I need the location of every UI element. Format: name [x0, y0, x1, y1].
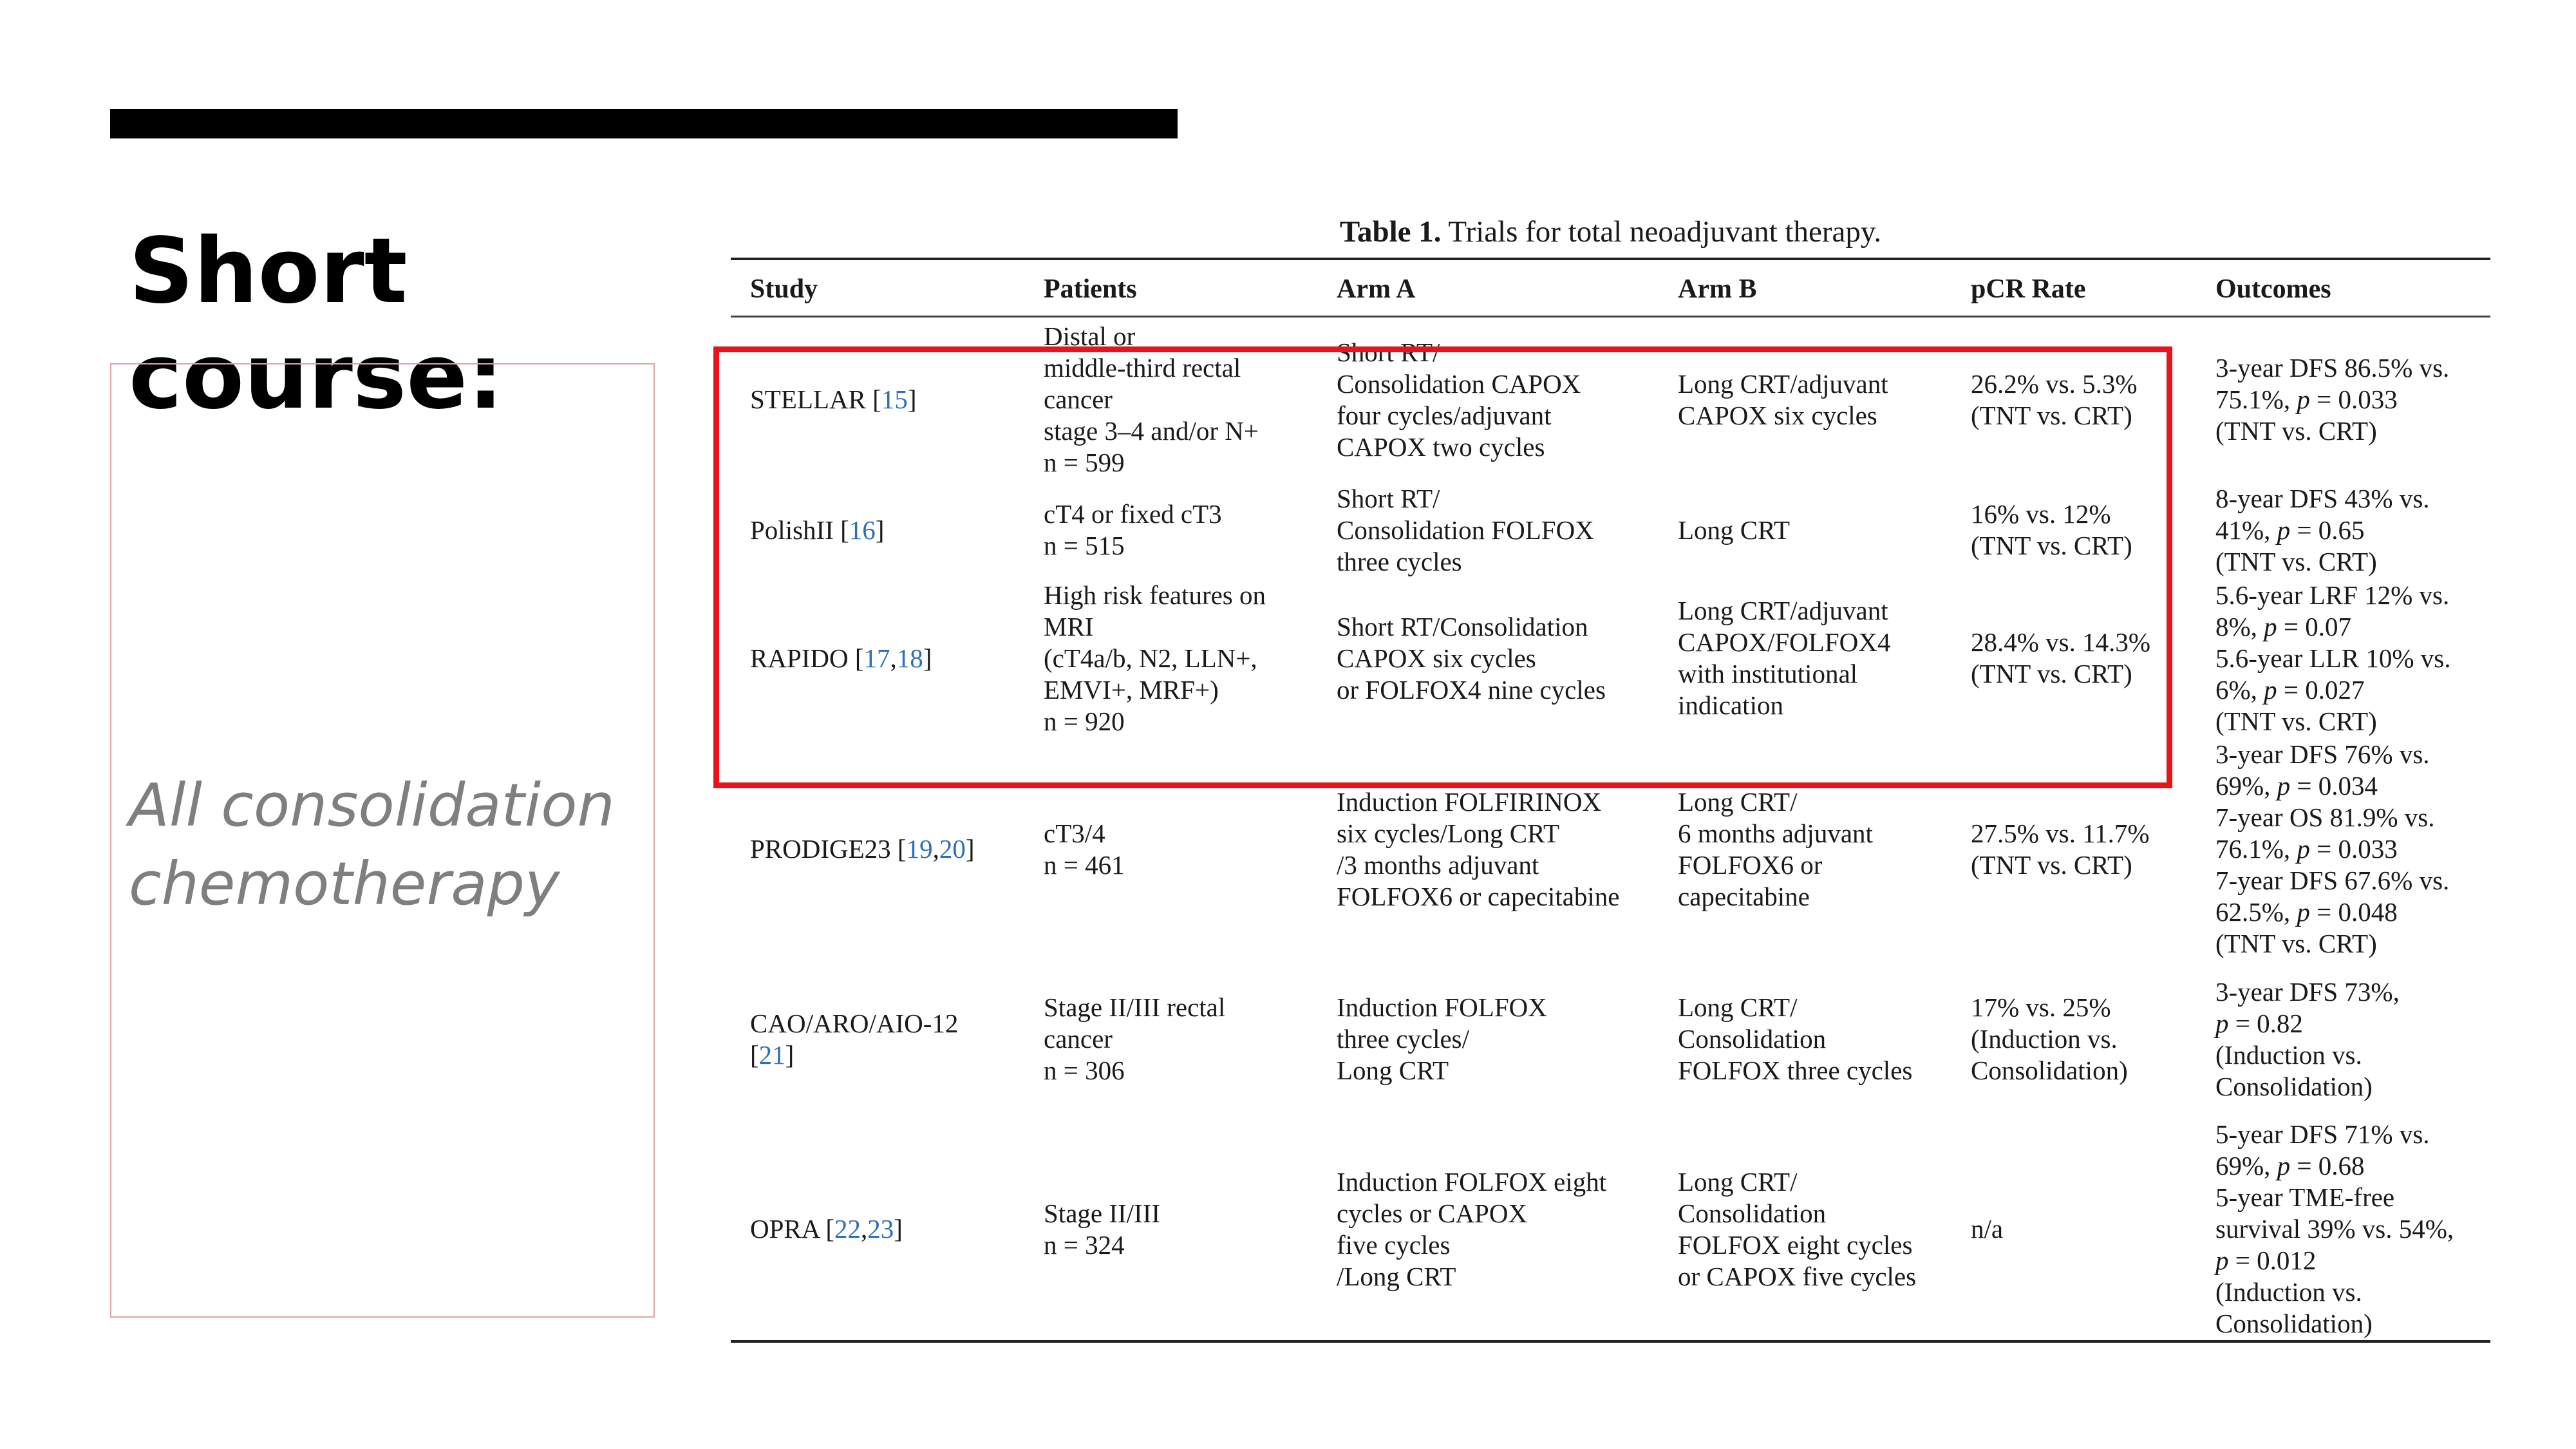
header-arm-b: Arm B	[1659, 259, 1951, 317]
cell-patients: Stage II/III rectal cancer n = 306	[1044, 992, 1226, 1085]
cell-arm-a: Induction FOLFIRINOX six cycles/Long CRT /3 months adjuvant FOLFOX6 or capecitabine	[1337, 786, 1620, 911]
cell-arm-b: Long CRT/adjuvant CAPOX six cycles	[1678, 368, 1888, 430]
cell-arm-a: Short RT/ Consolidation CAPOX four cycles/adjuvant CAPOX two cycles	[1337, 337, 1581, 462]
study-name: PolishII [	[750, 515, 849, 545]
cell-patients: cT3/4 n = 461	[1044, 818, 1125, 880]
study-name: OPRA [	[750, 1214, 835, 1244]
cell-pcr-rate: 17% vs. 25% (Induction vs. Consolidation)	[1971, 992, 2128, 1085]
cell-arm-a: Induction FOLFOX eight cycles or CAPOX five cycles /Long CRT	[1337, 1166, 1607, 1291]
reference-link[interactable]: 21	[758, 1039, 785, 1070]
cell-outcomes: 5.6-year LRF 12% vs. 8%, p = 0.07 5.6-year LLR 10% vs. 6%, p = 0.027 (TNT vs. CRT)	[2215, 580, 2451, 736]
cell-arm-b: Long CRT/ Consolidation FOLFOX eight cycles or CAPOX five cycles	[1678, 1166, 1917, 1291]
table-row	[731, 317, 2490, 482]
cell-outcomes: 3-year DFS 73%, p = 0.82 (Induction vs. Consolidation)	[2215, 976, 2400, 1101]
reference-link[interactable]: 17	[863, 643, 890, 673]
slide-title: Short course:	[129, 219, 504, 430]
title-accent-bar	[110, 109, 1178, 138]
reference-link[interactable]: 23	[867, 1214, 894, 1244]
cell-arm-b: Long CRT	[1678, 515, 1791, 545]
header-patients: Patients	[1024, 259, 1317, 317]
study-name: PRODIGE23 [	[750, 834, 907, 864]
table-row	[731, 1118, 2490, 1341]
cell-study: RAPIDO [17,18]	[750, 643, 932, 673]
table-row	[731, 578, 2490, 738]
cell-pcr-rate: 16% vs. 12% (TNT vs. CRT)	[1971, 499, 2132, 560]
reference-link[interactable]: 19	[906, 834, 933, 864]
reference-link[interactable]: 15	[881, 384, 908, 414]
cell-pcr-rate: 26.2% vs. 5.3% (TNT vs. CRT)	[1971, 368, 2138, 430]
cell-outcomes: 8-year DFS 43% vs. 41%, p = 0.65 (TNT vs. CRT)	[2215, 483, 2430, 576]
table-row	[731, 738, 2490, 960]
reference-link[interactable]: 18	[896, 643, 923, 673]
study-name: RAPIDO [	[750, 643, 864, 673]
cell-arm-a: Short RT/ Consolidation FOLFOX three cycles	[1337, 483, 1594, 576]
header-pcr-rate: pCR Rate	[1951, 259, 2196, 317]
study-name: CAO/ARO/AIO-12 [	[750, 1008, 959, 1070]
slide-subtitle: All consolidation chemotherapy	[129, 771, 615, 918]
cell-arm-b: Long CRT/adjuvant CAPOX/FOLFOX4 with institutional indication	[1678, 596, 1891, 720]
header-outcomes: Outcomes	[2196, 259, 2490, 317]
cell-arm-b: Long CRT/ Consolidation FOLFOX three cycles	[1678, 992, 1913, 1085]
cell-pcr-rate: n/a	[1971, 1214, 2004, 1244]
table-row	[731, 482, 2490, 578]
reference-link[interactable]: 20	[939, 834, 966, 864]
cell-patients: Stage II/III n = 324	[1044, 1198, 1160, 1260]
header-study: Study	[731, 259, 1024, 317]
table-caption-text: Trials for total neoadjuvant therapy.	[1448, 215, 1882, 249]
cell-outcomes: 3-year DFS 86.5% vs. 75.1%, p = 0.033 (TNT vs. CRT)	[2215, 353, 2450, 446]
cell-arm-a: Short RT/Consolidation CAPOX six cycles or FOLFOX4 nine cycles	[1337, 611, 1606, 705]
cell-patients: Distal or middle-third rectal cancer stage 3–4 and/or N+ n = 599	[1044, 321, 1259, 477]
table-caption-label: Table 1.	[1339, 215, 1442, 249]
reference-link[interactable]: 16	[849, 515, 876, 545]
cell-outcomes: 3-year DFS 76% vs. 69%, p = 0.034 7-year OS 81.9% vs. 76.1%, p = 0.033 7-year DFS 67.6% vs. 62.5%, p = 0.048 (TNT vs. CRT)	[2215, 739, 2450, 958]
header-arm-a: Arm A	[1317, 259, 1659, 317]
table-header-row	[731, 259, 2490, 317]
cell-study: STELLAR [15]	[750, 384, 917, 414]
table-caption	[731, 213, 2490, 258]
cell-patients: High risk features on MRI (cT4a/b, N2, LLN+, EMVI+, MRF+) n = 920	[1044, 580, 1266, 736]
cell-study: OPRA [22,23]	[750, 1214, 903, 1244]
cell-pcr-rate: 28.4% vs. 14.3% (TNT vs. CRT)	[1971, 627, 2151, 688]
cell-arm-b: Long CRT/ 6 months adjuvant FOLFOX6 or capecitabine	[1678, 786, 1873, 911]
cell-patients: cT4 or fixed cT3 n = 515	[1044, 499, 1222, 560]
trials-table-figure	[731, 213, 2490, 1343]
cell-study: PRODIGE23 [19,20]	[750, 834, 975, 864]
cell-outcomes: 5-year DFS 71% vs. 69%, p = 0.68 5-year TME-free survival 39% vs. 54%, p = 0.012 (Induction vs. Consolidation)	[2215, 1119, 2454, 1338]
cell-arm-a: Induction FOLFOX three cycles/ Long CRT	[1337, 992, 1547, 1085]
cell-study: PolishII [16]	[750, 515, 885, 545]
trials-table	[731, 258, 2490, 1343]
table-body	[731, 317, 2490, 1342]
cell-pcr-rate: 27.5% vs. 11.7% (TNT vs. CRT)	[1971, 818, 2150, 880]
reference-link[interactable]: 22	[834, 1214, 861, 1244]
table-row	[731, 960, 2490, 1118]
cell-study: CAO/ARO/AIO-12 [21]	[750, 1008, 959, 1070]
study-name: STELLAR [	[750, 384, 881, 414]
